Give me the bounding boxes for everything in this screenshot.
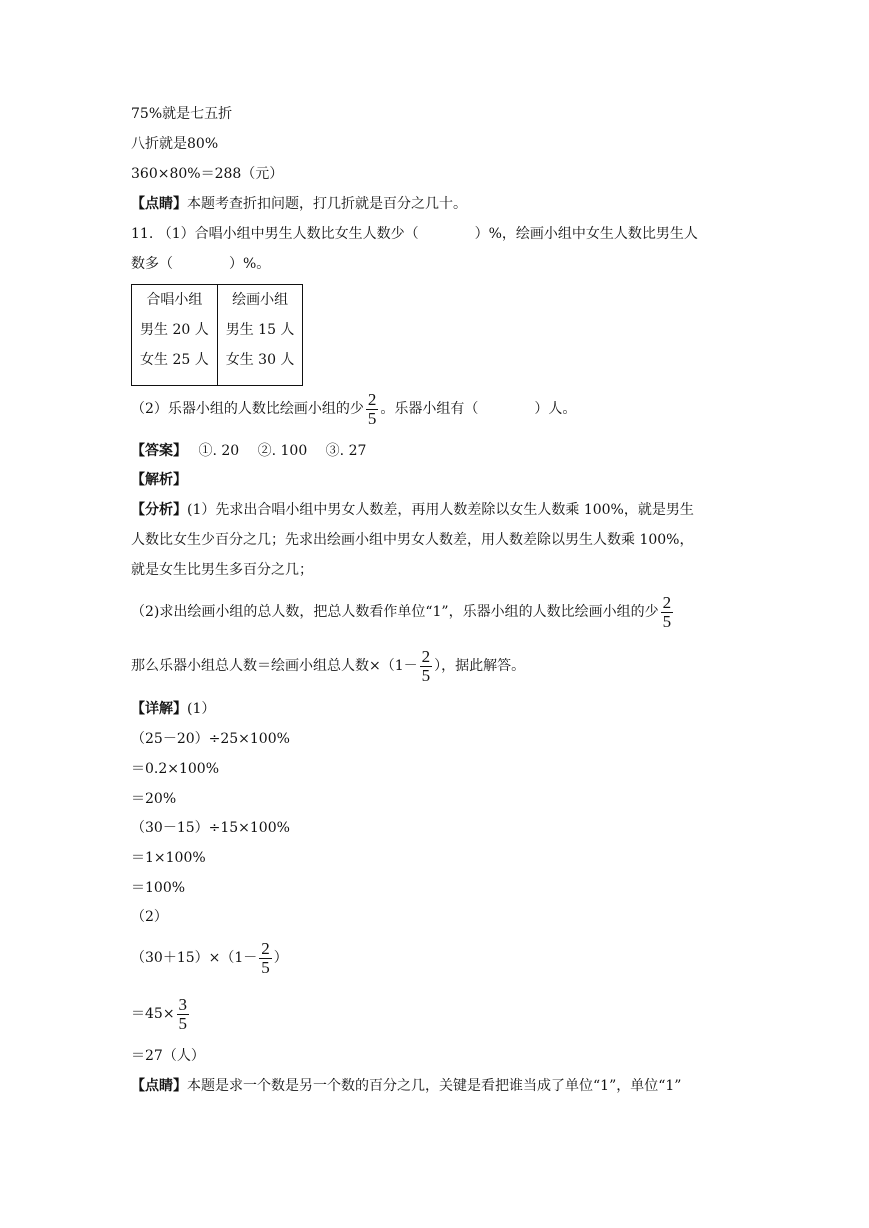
answer-line bbox=[131, 441, 366, 461]
table-header: 合唱小组 bbox=[146, 292, 203, 308]
analysis-line: 人数比女生少百分之几；先求出绘画小组中男女人数差，用人数差除以男生人数乘 100%， bbox=[131, 532, 694, 548]
step-line: ＝20% bbox=[131, 791, 177, 807]
step-line: （2） bbox=[131, 909, 168, 925]
text-span: 那么乐器小组总人数＝绘画小组总人数×（1－ bbox=[131, 658, 418, 674]
fraction bbox=[259, 940, 272, 977]
fraction-numerator: 3 bbox=[178, 994, 188, 1014]
fraction-numerator: 2 bbox=[261, 938, 270, 958]
tip-line bbox=[131, 194, 467, 214]
fraction-denominator: 5 bbox=[261, 957, 270, 977]
text-span: （2）乐器小组的人数比绘画小组的少 bbox=[131, 401, 364, 417]
tip-line bbox=[131, 1076, 681, 1096]
step-line: （25－20）÷25×100% bbox=[131, 731, 290, 747]
step-line bbox=[131, 938, 288, 978]
text-span: (1） bbox=[187, 701, 216, 717]
fraction bbox=[661, 594, 674, 631]
analysis-line: 就是女生比男生多百分之几； bbox=[131, 562, 313, 578]
analysis-sub-label: 【分析】 bbox=[131, 502, 187, 518]
text-span: (1）先求出合唱小组中男女人数差，再用人数差除以女生人数乘 100%，就是男生 bbox=[187, 502, 694, 518]
text-line: 360×80%＝288（元） bbox=[131, 166, 284, 182]
fraction bbox=[420, 648, 433, 685]
tip-text: 本题是求一个数是另一个数的百分之几，关键是看把谁当成了单位“1”，单位“1” bbox=[187, 1078, 682, 1094]
question-11-part-2 bbox=[131, 389, 576, 429]
text-line: 八折就是80% bbox=[131, 136, 219, 152]
tip-label: 【点睛】 bbox=[131, 1078, 187, 1094]
table-cell: 男生 15 人 bbox=[225, 322, 295, 338]
fraction-denominator: 5 bbox=[178, 1013, 188, 1033]
analysis-line bbox=[131, 500, 694, 520]
fraction-denominator: 5 bbox=[421, 665, 431, 685]
tip-label: 【点睛】 bbox=[131, 196, 187, 212]
detail-label: 【详解】 bbox=[131, 701, 187, 717]
step-line: ＝100% bbox=[131, 880, 186, 896]
table-cell: 男生 20 人 bbox=[140, 322, 209, 338]
detail-line bbox=[131, 699, 215, 719]
fraction bbox=[366, 391, 379, 428]
analysis-line bbox=[131, 646, 525, 686]
fraction bbox=[177, 996, 190, 1033]
analysis-label: 【解析】 bbox=[131, 472, 187, 488]
table-header: 绘画小组 bbox=[232, 292, 289, 308]
analysis-line bbox=[131, 592, 675, 632]
question-11-line-1: 11. （1）合唱小组中男生人数比女生人数少（ ）%，绘画小组中女生人数比男生人 bbox=[131, 226, 698, 242]
question-11-line-2: 数多（ ）%。 bbox=[131, 256, 271, 272]
step-line: ＝27（人） bbox=[131, 1048, 205, 1064]
text-span: 。乐器小组有（ ）人。 bbox=[380, 401, 577, 417]
table-column-choir bbox=[132, 285, 218, 386]
text-span: ） bbox=[273, 950, 288, 966]
table-cell: 女生 25 人 bbox=[140, 352, 209, 368]
fraction-denominator: 5 bbox=[662, 611, 672, 631]
fraction-numerator: 2 bbox=[367, 389, 377, 409]
table-cell: 女生 30 人 bbox=[225, 352, 295, 368]
step-line: （30－15）÷15×100% bbox=[131, 820, 290, 836]
text-span: （30＋15）×（1－ bbox=[131, 950, 258, 966]
step-line: ＝1×100% bbox=[131, 850, 206, 866]
text-span: ＝45× bbox=[131, 1006, 175, 1022]
step-line: ＝0.2×100% bbox=[131, 761, 220, 777]
step-line bbox=[131, 994, 191, 1034]
groups-table bbox=[131, 284, 303, 386]
table-column-painting bbox=[217, 285, 303, 386]
answer-text: ①. 20 ②. 100 ③. 27 bbox=[180, 443, 367, 459]
text-span: ），据此解答。 bbox=[434, 658, 526, 674]
text-span: （2)求出绘画小组的总人数，把总人数看作单位“1”，乐器小组的人数比绘画小组的少 bbox=[131, 604, 659, 620]
text-line: 75%就是七五折 bbox=[131, 106, 233, 122]
fraction-numerator: 2 bbox=[421, 646, 431, 666]
tip-text: 本题考查折扣问题，打几折就是百分之几十。 bbox=[187, 196, 467, 212]
fraction-numerator: 2 bbox=[662, 592, 672, 612]
fraction-denominator: 5 bbox=[367, 408, 377, 428]
answer-label: 【答案】 bbox=[131, 443, 180, 459]
